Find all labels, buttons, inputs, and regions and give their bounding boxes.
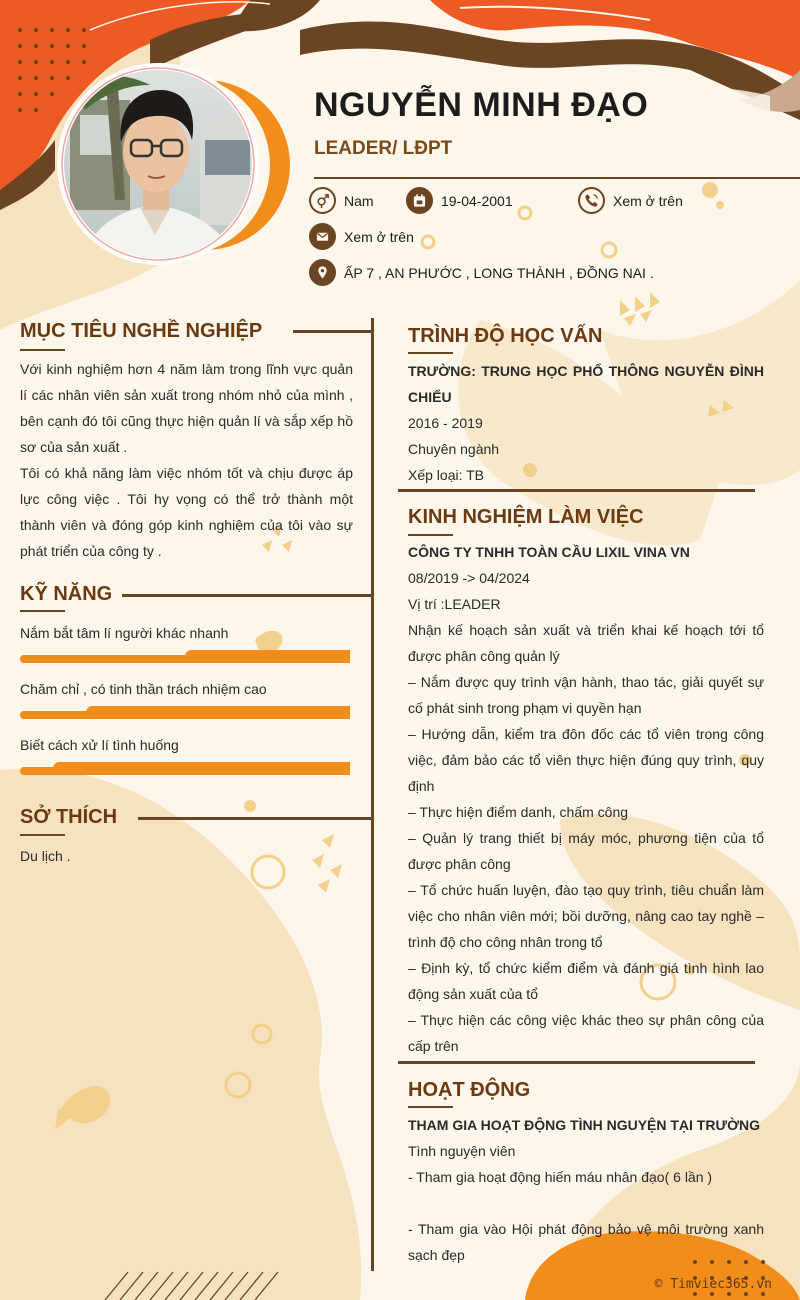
contact-email <box>309 223 414 250</box>
objective-paragraph: Tôi có khả năng làm việc nhóm tốt và chịu được áp lực công việc . Tôi hy vọng có thể trở thành một thành viên và đóng góp kinh nghiệm của tôi vào sự phát triển của công ty . <box>20 465 353 559</box>
experience-line: – Quản lý trang thiết bị máy móc, phương tiện của tổ được phân công <box>408 830 764 872</box>
education-period: 2016 - 2019 <box>408 415 483 431</box>
education-school: TRƯỜNG: TRUNG HỌC PHỔ THÔNG NGUYỄN ĐÌNH CHIỂU <box>408 363 764 405</box>
objective-heading: MỤC TIÊU NGHỀ NGHIỆP <box>20 320 263 342</box>
contact-gender <box>309 187 374 214</box>
location-pin-icon <box>309 259 336 286</box>
education-underline <box>408 352 453 354</box>
experience-underline <box>408 534 453 536</box>
skill-bar <box>20 706 350 719</box>
education-divider <box>398 489 755 492</box>
skill-label: Chăm chỉ , có tinh thần trách nhiệm cao <box>20 681 267 697</box>
skill-bar <box>20 762 350 775</box>
experience-line: – Hướng dẫn, kiểm tra đôn đốc các tổ viên trong công việc, đảm bảo các tổ viên thực hiện đúng quy trình, quy định <box>408 726 764 794</box>
experience-line: – Thực hiện điểm danh, chấm công <box>408 804 629 820</box>
skill-bar-fill <box>185 650 350 663</box>
footer-watermark: © Timviec365.vn <box>654 1277 772 1292</box>
experience-period: 08/2019 -> 04/2024 <box>408 570 530 586</box>
experience-line: – Nắm được quy trình vận hành, thao tác, giải quyết sự cố phát sinh trong phạm vi quyền hạn <box>408 674 764 716</box>
experience-company: CÔNG TY TNHH TOÀN CẦU LIXIL VINA VN <box>408 544 690 560</box>
experience-position: Vị trí :LEADER <box>408 596 501 612</box>
hobbies-text: Du lịch . <box>20 848 71 864</box>
skill-bar-fill <box>53 762 350 775</box>
skill-label: Nắm bắt tâm lí người khác nhanh <box>20 625 229 641</box>
experience-heading: KINH NGHIỆM LÀM VIỆC <box>408 506 644 528</box>
email-value: Xem ở trên <box>344 228 414 245</box>
column-divider <box>371 318 374 1271</box>
header-divider <box>314 177 800 179</box>
education-major: Chuyên ngành <box>408 441 500 457</box>
gender-value: Nam <box>344 192 374 209</box>
objective-line <box>293 330 371 333</box>
gender-icon <box>309 187 336 214</box>
address-value: ẤP 7 , AN PHƯỚC , LONG THÀNH , ĐỒNG NAI . <box>344 264 654 281</box>
activities-block <box>408 1112 764 1268</box>
phone-value: Xem ở trên <box>613 192 683 209</box>
education-block <box>408 358 764 488</box>
activity-role: Tình nguyện viên <box>408 1143 516 1159</box>
activity-line: - Tham gia hoạt động hiến máu nhân đạo( 6 lần ) <box>408 1169 713 1185</box>
activities-underline <box>408 1106 453 1108</box>
contact-birthday <box>406 187 513 214</box>
experience-line: – Tổ chức huấn luyện, đào tạo quy trình, tiêu chuẩn làm việc cho nhân viên mới; bồi dưỡng, nâng cao tay nghề – trình độ cho công nhân trong tổ <box>408 882 764 950</box>
skills-underline <box>20 610 65 612</box>
objective-underline <box>20 349 65 351</box>
skill-bar <box>20 650 350 663</box>
objective-text <box>20 356 353 564</box>
birthday-value: 19-04-2001 <box>441 192 513 209</box>
contact-address <box>309 259 654 286</box>
experience-line: – Định kỳ, tổ chức kiểm điểm và đánh giá tình hình lao động sản xuất của tổ <box>408 960 764 1002</box>
contact-phone <box>578 187 683 214</box>
skills-heading: KỸ NĂNG <box>20 583 113 605</box>
profile-photo <box>55 60 295 280</box>
experience-line: – Thực hiện các công việc khác theo sự phân công của cấp trên <box>408 1012 764 1054</box>
skill-bar-fill <box>86 706 350 719</box>
experience-line: Nhận kế hoạch sản xuất và triển khai kế hoạch tới tổ được phân công quản lý <box>408 622 764 664</box>
candidate-name: NGUYỄN MINH ĐẠO <box>314 86 649 124</box>
objective-paragraph: Với kinh nghiệm hơn 4 năm làm trong lĩnh vực quản lí các nhân viên sản xuất trong nhóm nhỏ của mình , bên cạnh đó tôi cũng thực hiện quản lí và sắp xếp hồ sơ của sản xuất . <box>20 361 353 455</box>
hobbies-underline <box>20 834 65 836</box>
activity-line: - Tham gia vào Hội phát động bảo vệ môi trường xanh sạch đẹp <box>408 1221 764 1263</box>
activity-event: THAM GIA HOẠT ĐỘNG TÌNH NGUYỆN TẠI TRƯỜNG <box>408 1117 761 1133</box>
candidate-role: LEADER/ LĐPT <box>314 138 453 159</box>
education-heading: TRÌNH ĐỘ HỌC VẤN <box>408 325 603 347</box>
experience-block <box>408 539 764 1059</box>
skills-line <box>122 594 371 597</box>
activities-heading: HOẠT ĐỘNG <box>408 1079 531 1101</box>
hobbies-heading: SỞ THÍCH <box>20 806 118 828</box>
hobbies-line <box>138 817 371 820</box>
education-grade: Xếp loại: TB <box>408 467 485 483</box>
email-icon <box>309 223 336 250</box>
phone-icon <box>578 187 605 214</box>
calendar-icon <box>406 187 433 214</box>
skill-label: Biết cách xử lí tình huống <box>20 737 179 753</box>
experience-divider <box>398 1061 755 1064</box>
